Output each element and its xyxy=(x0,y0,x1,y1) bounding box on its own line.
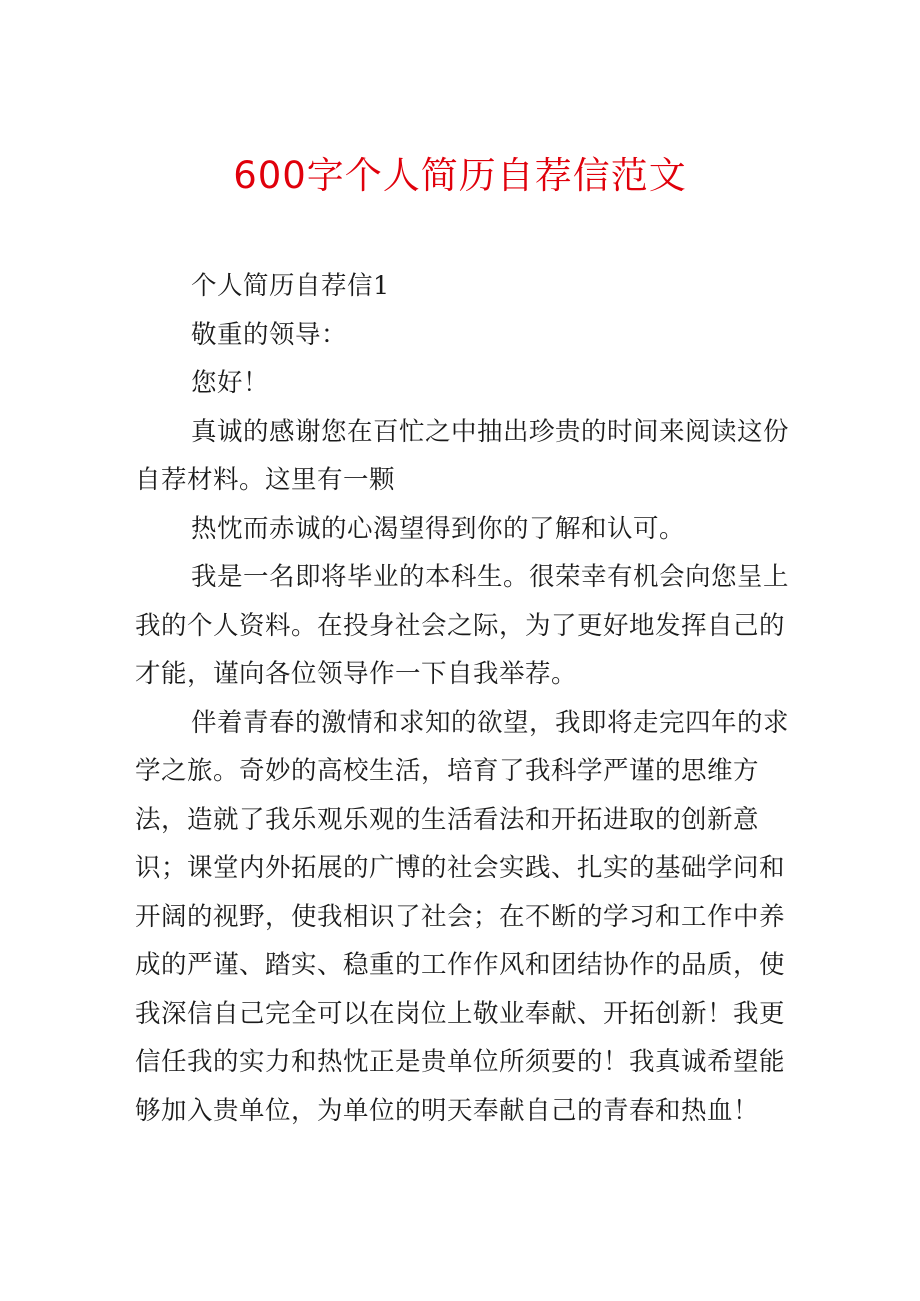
document-body xyxy=(135,262,795,1135)
paragraph-salutation: 敬重的领导： xyxy=(191,319,348,350)
document-title: 600字个人简历自荐信范文 xyxy=(233,154,687,197)
paragraph-heart: 热忱而赤诚的心渴望得到你的了解和认可。 xyxy=(191,513,686,544)
paragraph-intro: 我是一名即将毕业的本科生。很荣幸有机会向您呈上我的个人资料。在投身社会之际，为了更好地发挥自己的才能，谨向各位领导作一下自我举荐。 xyxy=(135,562,790,689)
paragraph-greeting: 您好！ xyxy=(191,368,270,398)
paragraph-heading: 个人简历自荐信1 xyxy=(191,271,390,301)
paragraph-thanks: 真诚的感谢您在百忙之中抽出珍贵的时间来阅读这份自荐材料。这里有一颗 xyxy=(135,416,790,495)
paragraph-main: 伴着青春的激情和求知的欲望，我即将走完四年的求学之旅。奇妙的高校生活，培育了我科学严谨的思维方法，造就了我乐观乐观的生活看法和开拓进取的创新意识；课堂内外拓展的广博的社会实践、扎实的基础学问和开阔的视野，使我相识了社会；在不断的学习和工作中养成的严谨、踏实、稳重的工作作风和团结协作的品质，使我深信自己完全可以在岗位上敬业奉献、开拓创新！我更信任我的实力和热忱正是贵单位所须要的！我真诚希望能够加入贵单位，为单位的明天奉献自己的青春和热血！ xyxy=(135,707,790,1126)
